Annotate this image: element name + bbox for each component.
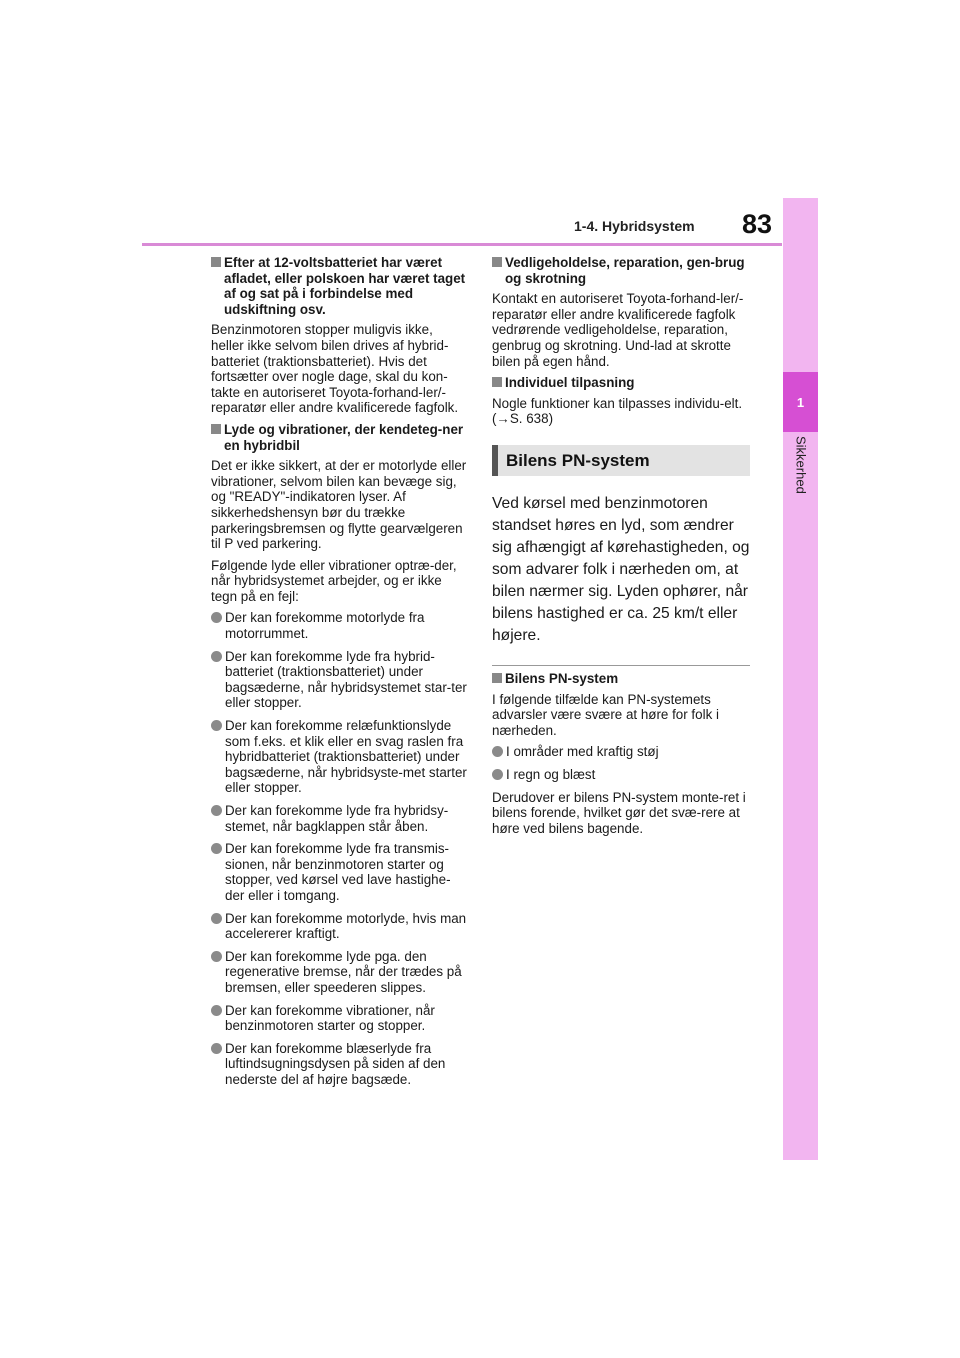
- chapter-label: Sikkerhed: [793, 436, 809, 494]
- divider: [492, 665, 750, 666]
- section-title-box: [492, 445, 750, 476]
- list-item: Der kan forekomme lyde fra hybridsy-stemet, når bagklappen står åben.: [211, 803, 469, 834]
- list-item: Der kan forekomme blæserlyde fra luftindsugningsdysen på siden af den nederste del af højre bagsæde.: [211, 1041, 469, 1088]
- page-number: 83: [742, 209, 773, 239]
- heading: Bilens PN-system: [492, 671, 750, 687]
- heading: Individuel tilpasning: [492, 375, 750, 391]
- round-bullet-icon: [211, 1005, 222, 1016]
- round-bullet-icon: [211, 612, 222, 623]
- square-bullet-icon: [492, 257, 502, 267]
- list-item: Der kan forekomme lyde pga. den regenerative bremse, når der trædes på bremsen, eller speederen slippes.: [211, 949, 469, 996]
- chapter-number: 1: [783, 372, 818, 432]
- paragraph: Kontakt en autoriseret Toyota-forhand-ler/-reparatør eller andre kvalificerede fagfolk vedrørende vedligeholdelse, reparation, genbrug og skrotning. Und-lad at skrotte bilen på egen hånd.: [492, 291, 744, 369]
- round-bullet-icon: [211, 720, 222, 731]
- round-bullet-icon: [211, 805, 222, 816]
- list-item: Der kan forekomme lyde fra hybrid-batteriet (traktionsbatteriet) under bagsæderne, når hybridsystemet star-ter eller stopper.: [211, 649, 469, 711]
- list-item: I områder med kraftig støj: [492, 744, 750, 760]
- square-bullet-icon: [492, 377, 502, 387]
- chapter-side-tab: [783, 198, 818, 1160]
- paragraph: Nogle funktioner kan tilpasses individu-elt. (→S. 638): [492, 395, 743, 427]
- header-divider: [142, 243, 782, 246]
- paragraph: Derudover er bilens PN-system monte-ret i bilens forende, hvilket gør det svæ-rere at høre ved bilens bagende.: [492, 789, 746, 836]
- round-bullet-icon: [211, 951, 222, 962]
- square-bullet-icon: [492, 673, 502, 683]
- section-heading: 1-4. Hybridsystem: [574, 218, 695, 234]
- paragraph: I følgende tilfælde kan PN-systemets advarsler være svære at høre for folk i nærheden.: [492, 691, 719, 738]
- round-bullet-icon: [211, 1043, 222, 1054]
- list-item: Der kan forekomme relæfunktionslyde som f.eks. et klik eller en svag raslen fra hybridbatteriet (traktionsbatteriet) under bagsæderne, når hybridsyste-met starter eller stopper.: [211, 718, 469, 796]
- intro-paragraph: Ved kørsel med benzinmotoren standset høres en lyd, som ændrer sig afhængigt af kørehastigheden, og som advarer folk i nærheden om, at bilen nærmer sig. Lyden ophører, når bilens hastighed er ca. 25 km/t eller højere.: [492, 494, 750, 644]
- list-item: I regn og blæst: [492, 767, 750, 783]
- heading: Vedligeholdelse, reparation, gen-brug og skrotning: [492, 255, 750, 286]
- square-bullet-icon: [211, 257, 221, 267]
- heading: Lyde og vibrationer, der kendeteg-ner en hybridbil: [211, 422, 469, 453]
- list-item: Der kan forekomme motorlyde fra motorrummet.: [211, 610, 469, 641]
- round-bullet-icon: [492, 769, 503, 780]
- list-item: Der kan forekomme motorlyde, hvis man accelererer kraftigt.: [211, 911, 469, 942]
- left-column: [211, 255, 469, 1095]
- square-bullet-icon: [211, 424, 221, 434]
- round-bullet-icon: [492, 746, 503, 757]
- section-title: Bilens PN-system: [506, 450, 650, 470]
- right-column: [492, 255, 750, 842]
- paragraph: Benzinmotoren stopper muligvis ikke, heller ikke selvom bilen drives af hybrid-batteriet (traktionsbatteriet). Hvis det fortsætter over nogle dage, skal du kon-takte en autoriseret Toyota-forhand-ler/-reparatør eller andre kvalificerede fagfolk.: [211, 322, 459, 416]
- paragraph: Det er ikke sikkert, at der er motorlyde eller vibrationer, selvom bilen kan bevæge sig, og "READY"-indikatoren lyser. Af sikkerhedshensyn bør du trække parkeringsbremsen og flytte gearvælgeren til P ved parkering.: [211, 458, 467, 552]
- round-bullet-icon: [211, 651, 222, 662]
- list-item: Der kan forekomme vibrationer, når benzinmotoren starter og stopper.: [211, 1003, 469, 1034]
- paragraph: Følgende lyde eller vibrationer optræ-der, når hybridsystemet arbejder, og er ikke tegn på en fejl:: [211, 557, 457, 604]
- round-bullet-icon: [211, 913, 222, 924]
- heading: Efter at 12-voltsbatteriet har været afladet, eller polskoen har været taget af og sat på i forbindelse med udskiftning osv.: [211, 255, 469, 317]
- round-bullet-icon: [211, 843, 222, 854]
- list-item: Der kan forekomme lyde fra transmis-sionen, når benzinmotoren starter og stopper, ved kørsel ved lave hastighe-der eller i tomgang.: [211, 841, 469, 903]
